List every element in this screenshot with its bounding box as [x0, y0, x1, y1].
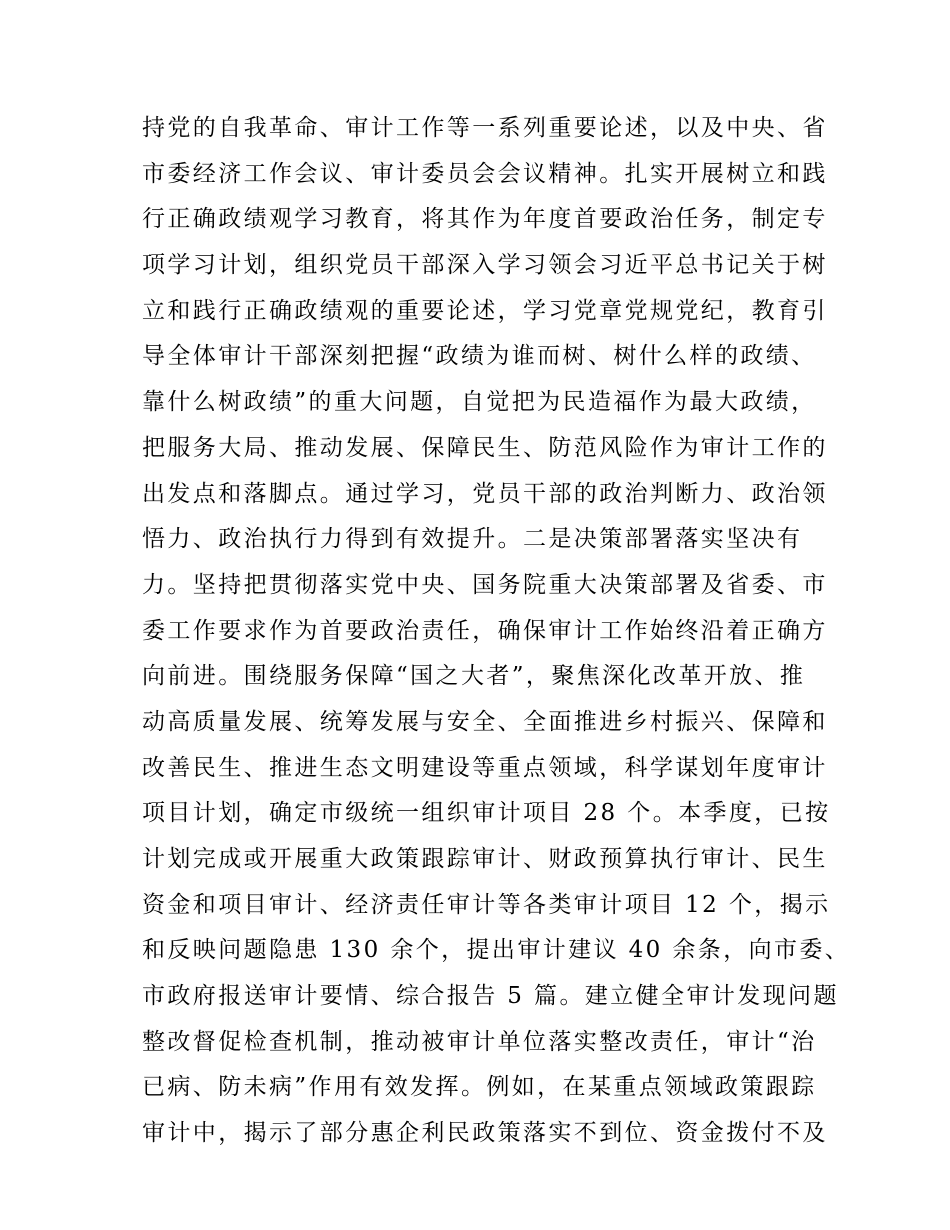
body-paragraph	[142, 106, 851, 1157]
text-line-12: 委工作要求作为首要政治责任，确保审计工作始终沿着正确方	[142, 617, 828, 644]
text-line-16: 项目计划，确定市级统一组织审计项目 28 个。本季度，已按	[142, 800, 831, 827]
text-line-3: 行正确政绩观学习教育，将其作为年度首要政治任务，制定专	[142, 206, 828, 233]
text-line-19: 和反映问题隐患 130 余个，提出审计建议 40 余条，向市委、	[142, 937, 851, 964]
text-line-6: 导全体审计干部深刻把握“政绩为谁而树、树什么样的政绩、	[142, 343, 817, 370]
text-line-10: 悟力、政治执行力得到有效提升。二是决策部署落实坚决有	[142, 526, 803, 553]
text-line-1: 持党的自我革命、审计工作等一系列重要论述，以及中央、省	[142, 115, 828, 141]
text-line-20: 市政府报送审计要情、综合报告 5 篇。建立健全审计发现问题	[142, 983, 839, 1010]
text-line-22: 已病、防未病”作用有效发挥。例如，在某重点领域政策跟踪	[142, 1074, 817, 1101]
text-line-9: 出发点和落脚点。通过学习，党员干部的政治判断力、政治领	[142, 480, 828, 507]
text-line-18: 资金和项目审计、经济责任审计等各类审计项目 12 个，揭示	[142, 891, 831, 918]
text-line-8: 把服务大局、推动发展、保障民生、防范风险作为审计工作的	[142, 434, 828, 461]
text-line-2: 市委经济工作会议、审计委员会会议精神。扎实开展树立和践	[142, 160, 828, 187]
text-line-14: 动高质量发展、统筹发展与安全、全面推进乡村振兴、保障和	[142, 708, 828, 735]
text-line-15: 改善民生、推进生态文明建设等重点领域，科学谋划年度审计	[142, 754, 828, 781]
text-line-7: 靠什么树政绩”的重大问题，自觉把为民造福作为最大政绩，	[142, 389, 817, 416]
text-line-21: 整改督促检查机制，推动被审计单位落实整改责任，审计“治	[142, 1028, 817, 1055]
text-line-13: 向前进。围绕服务保障“国之大者”，聚焦深化改革开放、推	[142, 663, 806, 690]
text-line-11: 力。坚持把贯彻落实党中央、国务院重大决策部署及省委、市	[142, 571, 828, 598]
text-line-17: 计划完成或开展重大政策跟踪审计、财政预算执行审计、民生	[142, 846, 828, 872]
text-line-5: 立和践行正确政绩观的重要论述，学习党章党规党纪，教育引	[142, 297, 828, 324]
text-line-4: 项学习计划，组织党员干部深入学习领会习近平总书记关于树	[142, 252, 828, 279]
text-line-23: 审计中，揭示了部分惠企利民政策落实不到位、资金拨付不及	[142, 1120, 828, 1147]
